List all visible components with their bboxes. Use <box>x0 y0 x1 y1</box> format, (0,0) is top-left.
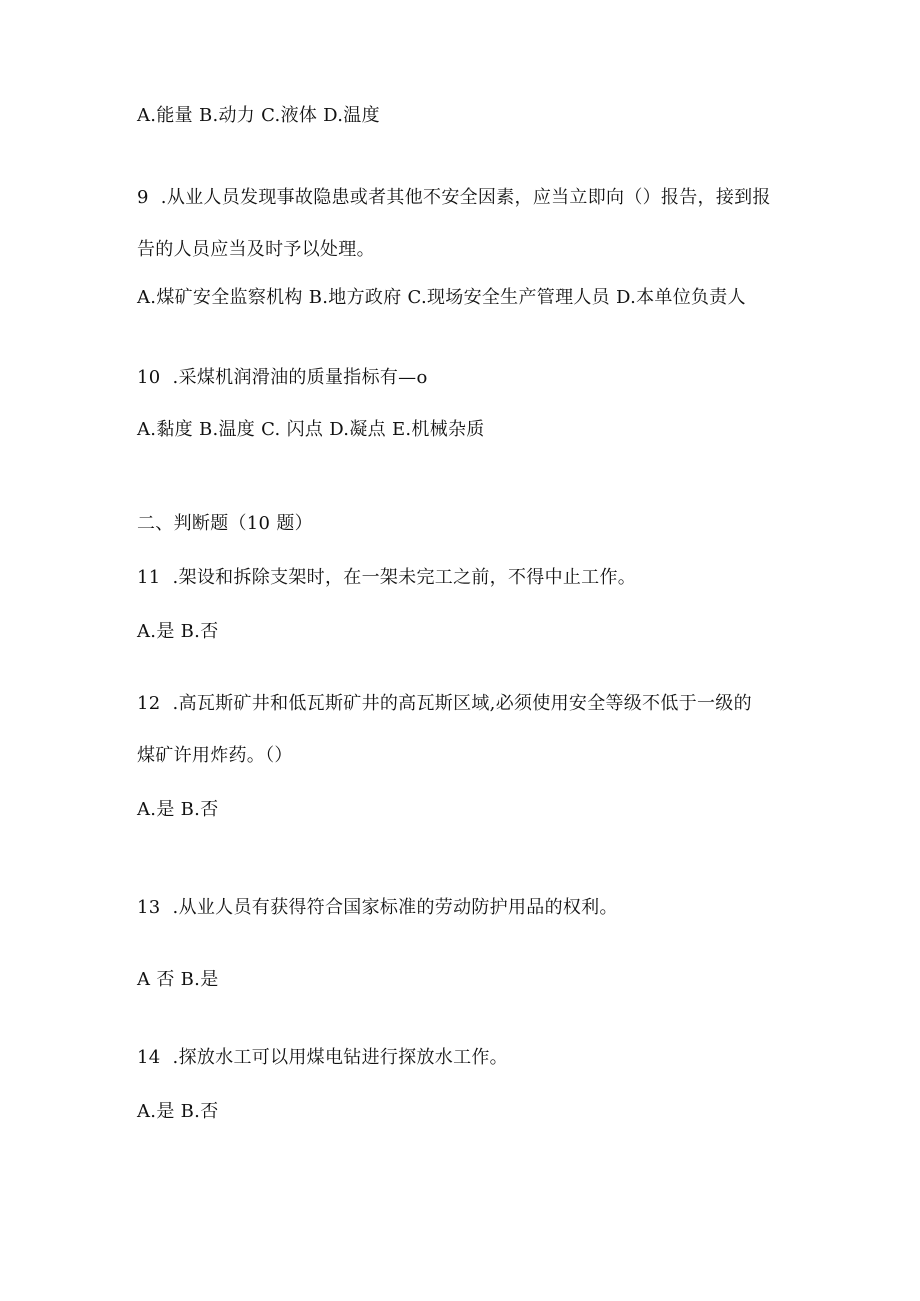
q11-options: A.是 B.否 <box>137 621 219 642</box>
q14-text: 14 .探放水工可以用煤电钻进行探放水工作。 <box>137 1047 508 1068</box>
q13-text: 13 .从业人员有获得符合国家标准的劳动防护用品的权利。 <box>137 897 618 918</box>
q13-options: A 否 B.是 <box>137 969 219 990</box>
section2-heading: 二、判断题（10 题） <box>137 513 313 534</box>
q10-options: A.黏度 B.温度 C. 闪点 D.凝点 E.机械杂质 <box>137 419 485 440</box>
q9-text-line2: 告的人员应当及时予以处理。 <box>137 239 375 260</box>
q11-text: 11 .架设和拆除支架时，在一架未完工之前，不得中止工作。 <box>137 567 637 588</box>
q8-options: A.能量 B.动力 C.液体 D.温度 <box>137 105 380 126</box>
q14-options: A.是 B.否 <box>137 1101 219 1122</box>
q10-text: 10 .采煤机润滑油的质量指标有—o <box>137 367 428 388</box>
q12-text-line1: 12 .高瓦斯矿井和低瓦斯矿井的高瓦斯区域,必须使用安全等级不低于一级的 <box>137 693 752 714</box>
q9-options: A.煤矿安全监察机构 B.地方政府 C.现场安全生产管理人员 D.本单位负责人 <box>137 287 746 308</box>
q9-text-line1: 9 .从业人员发现事故隐患或者其他不安全因素，应当立即向（）报告，接到报 <box>137 187 771 208</box>
q12-text-line2: 煤矿许用炸药。（） <box>137 745 293 766</box>
q12-options: A.是 B.否 <box>137 799 219 820</box>
